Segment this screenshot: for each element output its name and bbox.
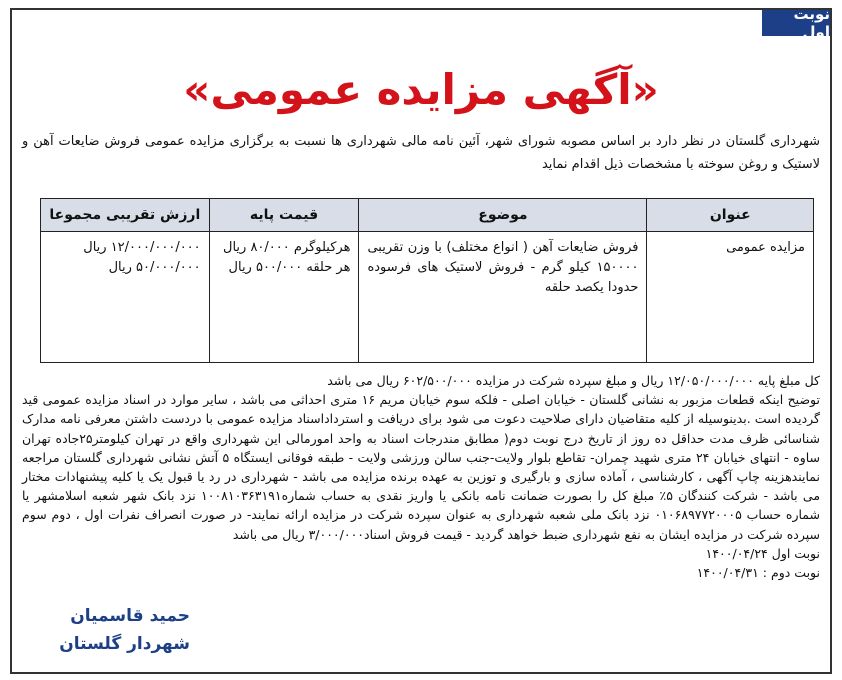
base-price-per-tire: هر حلقه ۵۰۰/۰۰۰ ریال — [228, 260, 351, 275]
cell-base-price — [209, 232, 359, 363]
total-price-line: کل مبلغ پایه ۱۲/۰۵۰/۰۰۰/۰۰۰ ریال و مبلغ سپرده شرکت در مزایده ۶۰۲/۵۰۰/۰۰۰ ریال می باشد — [327, 373, 820, 388]
details-paragraph: توضیح اینکه قطعات مزبور به نشانی گلستان - خیابان اصلی - فلکه سوم خیابان مریم ۱۶ متری احداثی می باشد ، سایر موارد در اسناد مزایده عمومی قید گردیده است .بدینوسیله از کلیه متقاضیان دارای صلاحیت دعوت می شود برای دریافت و استرداداسناد مزایده عمومی با دردست داشتن معرفی نامه مدارک شناسائی ظرف مدت حداقل ده روز از تاریخ درج نوبت دوم( مطابق مندرجات اسناد به واحد امورمالی این شهرداری واقع در تهران کیلومتر۲۵جاده تهران ساوه - انتهای خیابان ۲۴ متری شهید چمران- تقاطع بلوار ولایت-جنب سالن ورزشی ولایت - طبقه فوقانی ایستگاه ۵ آتش نشانی شهرداری گلستان مراجعه نمایندهزینه چاپ آگهی ، کارشناسی ، آماده سازی و بارگیری و توزین به عهده برنده مزایده می باشد - شهرداری در رد یا قبول یک یا کلیه پیشنهادات مختار می باشد - شرکت کنندگان ۵٪ مبلغ کل را بصورت ضمانت نامه بانکی یا واریز نقدی به حساب شماره۱۰۰۸۱۰۳۶۳۱۹۱ نزد بانک شهر شعبه اسلامشهر یا شماره حساب ۰۱۰۶۸۹۷۷۲۰۰۰۵ نزد بانک ملی شعبه شهرداری به عنوان سپرده شرکت در مزایده ارائه نمایند- در صورت انصراف نفرات اول ، دوم سوم سپرده شرکت در مزایده ایشان به نفع شهرداری ضبط خواهد گردید - قیمت فروش اسناد۳/۰۰۰/۰۰۰ ریال می باشد — [22, 392, 821, 542]
header-approx-value: ارزش تقریبی مجموعا — [41, 199, 210, 232]
intro-paragraph: شهرداری گلستان در نظر دارد بر اساس مصوبه شورای شهر، آئین نامه مالی شهرداری ها نسبت به برگزاری مزایده عمومی فروش ضایعات آهن و لاستیک و روغن سوخته با مشخصات ذیل اقدام نماید — [22, 134, 820, 172]
notice-round-badge: نوبت اول — [762, 10, 830, 36]
base-price-per-kg: هرکیلوگرم ۸۰/۰۰۰ ریال — [223, 240, 351, 255]
notice-title: «آگهی مزایده عمومی» — [183, 65, 659, 114]
table-row — [41, 232, 814, 363]
cell-title: مزایده عمومی — [647, 232, 814, 363]
tender-notice — [10, 5, 832, 674]
signer-role: شهردار گلستان — [59, 634, 190, 654]
approx-value-iron: ۱۲/۰۰۰/۰۰۰/۰۰۰ ریال — [83, 240, 201, 255]
header-subject: موضوع — [359, 199, 647, 232]
first-notice-date: نوبت اول ۱۴۰۰/۰۴/۲۴ — [705, 545, 820, 561]
second-notice-date: نوبت دوم : ۱۴۰۰/۰۴/۳۱ — [696, 565, 820, 581]
table-header-row — [41, 199, 814, 232]
specification-table — [40, 198, 814, 363]
signer-name: حمید قاسمیان — [70, 606, 190, 626]
header-base-price: قیمت پایه — [209, 199, 359, 232]
notice-body — [22, 371, 820, 582]
header-title: عنوان — [647, 199, 814, 232]
approx-value-tires: ۵۰/۰۰۰/۰۰۰ ریال — [108, 260, 201, 275]
cell-subject: فروش ضایعات آهن ( انواع مختلف) با وزن تقریبی ۱۵۰۰۰۰ کیلو گرم - فروش لاستیک های فرسوده حدودا یکصد حلقه — [359, 232, 647, 363]
cell-approx-value — [41, 232, 210, 363]
signature-block — [30, 602, 190, 658]
